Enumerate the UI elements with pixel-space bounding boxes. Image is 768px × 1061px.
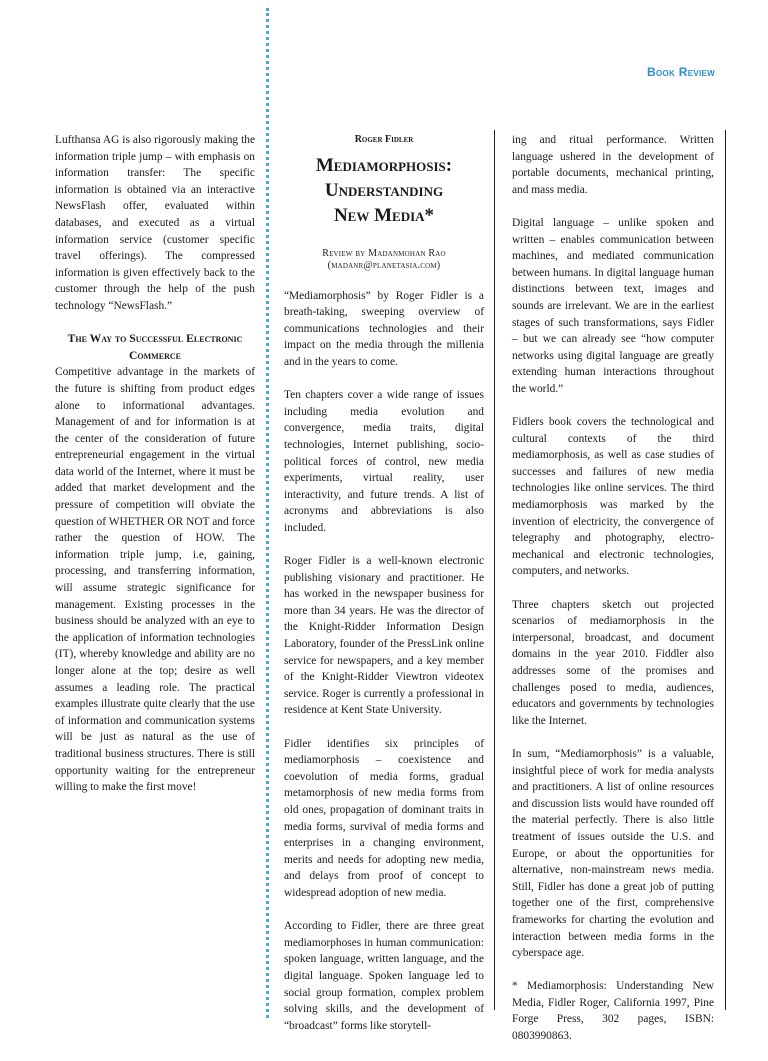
reviewer-email: (madanr@planetasia.com): [327, 259, 441, 271]
title-line: New Media*: [333, 204, 435, 226]
paragraph: Three chapters sketch out projected scenarios of mediamorphosis in the interpersonal, broadcast, and document domains in the year 2010. Fiddler also addresses some of the promises and challenges posed to media, audiences, educators and governments by technologies like the Internet.: [512, 598, 714, 727]
paragraph: Lufthansa AG is also rigorously making the information triple jump – with emphasis on information transfer: The specific information is obtained via an interactive NewsFlash offer, evaluated within databases, and executed as a virtual information service (customer specific travel offerings). The compressed information is given effectively back to the customer through the help of the push technology “NewsFlash.”: [55, 134, 255, 312]
paragraph: Fidlers book covers the technological and cultural contexts of the third mediamorphosis, as well as case studies of successes and failures of new media technologies like online services. The third mediamorphosis was marked by the invention of electricity, the convergence of telegraphy and photography, electro-mechanical and electronic technologies, computers, and networks.: [512, 416, 714, 578]
paragraph: Fidler identifies six principles of mediamorphosis – coexistence and coevolution of media forms, gradual metamorphosis of new media forms from old ones, propagation of dominant traits in media forms, survival of media forms and enterprises in a changing environment, merits and needs for adopting new media, and delays from proof of concept to widespread adoption of new media.: [284, 737, 484, 899]
paragraph: According to Fidler, there are three great mediamorphoses in human communication: spoken language, written language, and the digital language. Spoken language led to social group formation, complex problem solving skills, and the development of “broadcast” forms like storytell-: [284, 920, 484, 1032]
subheading: The Way to Successful Electronic Commerce: [67, 332, 243, 362]
reviewer-name: Review by Madanmohan Rao: [322, 247, 446, 259]
paragraph: “Mediamorphosis” by Roger Fidler is a breath-taking, sweeping overview of communications technologies and their impact on the media through the millenia and in the years to come.: [284, 289, 484, 368]
column-right: [512, 132, 714, 1061]
paragraph: Ten chapters cover a wide range of issues including media evolution and convergence, media traits, digital technologies, Internet publishing, socio-political forces of control, new media experiments, virtual reality, user interactivity, and future trends. A list of acronyms and abbreviations is also included.: [284, 389, 484, 534]
title-line: Mediamorphosis:: [315, 154, 453, 176]
paragraph: In sum, “Mediamorphosis” is a valuable, insightful piece of work for media analysts and practitioners. A list of online resources and discussion lists would have rounded off the material perfectly. There is also little treatment of issues outside the U.S. and Europe, or about the opportunities for alternative, non-mainstream news media. Still, Fidler has done a great job of putting together one of the first, comprehensive frameworks for charting the evolution and interaction between media forms in the cyberspace age.: [512, 747, 714, 960]
right-rule: [725, 130, 726, 1010]
book-title: [284, 153, 484, 228]
reviewer-byline: [284, 248, 484, 272]
book-author: Roger Fidler: [354, 134, 414, 145]
paragraph: Roger Fidler is a well-known electronic publishing visionary and practitioner. He has worked in the newspaper business for more than 34 years. He was the director of the Knight-Ridder Information Design Laboratory, founder of the PressLink online service for newspapers, and a key member of the Knight-Ridder Viewtron videotex service. Roger is currently a professional in residence at Kent State University.: [284, 555, 484, 717]
section-label: Book Review: [647, 65, 715, 79]
paragraph: Competitive advantage in the markets of the future is shifting from product edges alone to informational advantages. Management of and for information is at the center of the consideration of future entrepreneurial engagement in the virtual data world of the Internet, where it must be added that market development and the pressure of competition will obviate the question of WHETHER OR NOT and force rather the question of HOW. The information triple jump, i.e, gaining, processing, and transferring information, will assume strategic significance for management. Existing processes in the business should be analyzed with an eye to the application of information technologies (IT), whereby knowledge and ability are no longer alone at the top; desire as well assumes a leading role. The practical examples illustrate quite clearly that the use of information and communication systems will be just as natural as the use of traditional business structures. There is still opportunity waiting for the entrepreneur willing to make the first move!: [55, 366, 255, 794]
column-rule: [494, 130, 495, 1010]
footnote: * Mediamorphosis: Understanding New Media, Fidler Roger, California 1997, Pine Forge Press, 302 pages, ISBN: 0803990863.: [512, 980, 714, 1043]
title-line: Understanding: [324, 179, 444, 201]
paragraph: ing and ritual performance. Written language ushered in the development of portable documents, mechanical printing, and mass media.: [512, 134, 714, 196]
column-left: [55, 132, 255, 812]
dotted-divider: [266, 8, 269, 1018]
paragraph: Digital language – unlike spoken and written – enables communication between machines, and mediated communication between humans. In digital language human distinctions between text, images and sounds are irrelevant. We are in the earliest stages of such transformations, says Fidler – but we can already see “how computer networks using digital language are greatly extending human interactions throughout the world.”: [512, 216, 714, 395]
column-middle: [284, 132, 484, 1051]
